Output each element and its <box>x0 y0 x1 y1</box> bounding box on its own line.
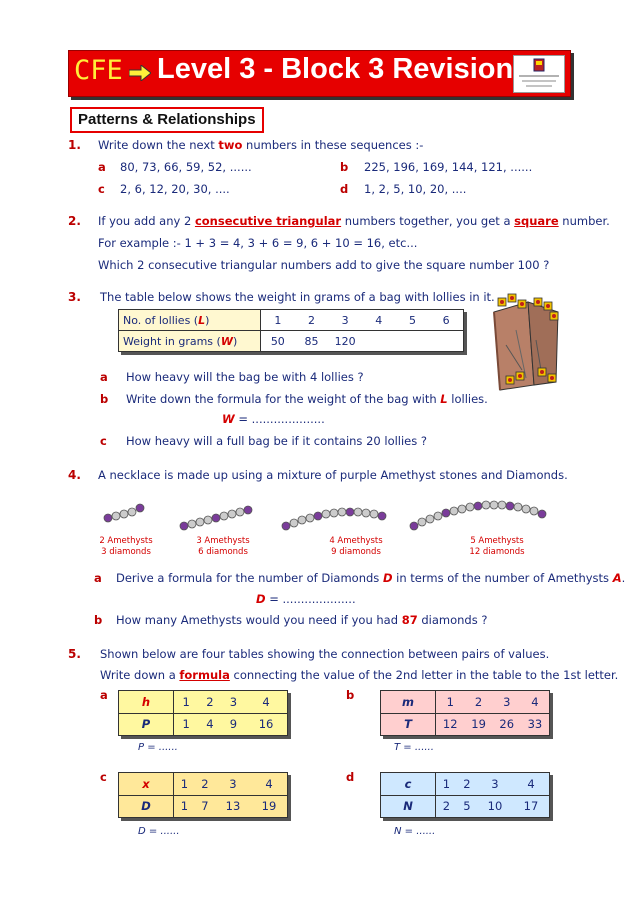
q4-part-a-letter: a <box>94 571 102 585</box>
q1-part-a-letter: a <box>98 160 106 174</box>
q3-part-a-letter: a <box>100 370 108 384</box>
table-cell: 1 <box>260 310 294 331</box>
table-cell <box>362 331 396 352</box>
table-cell: 3 <box>222 691 245 713</box>
table-cell: 4 <box>513 773 549 795</box>
topic-heading: Patterns & Relationships <box>70 107 264 133</box>
table-cell: 1 <box>180 799 189 814</box>
title-banner <box>68 50 571 97</box>
q5-table-d <box>380 772 550 818</box>
table-cell: 33 <box>527 717 543 732</box>
q5-answer-a: P = ...... <box>138 742 178 753</box>
q5-answer-d: N = ...... <box>394 826 436 837</box>
necklace-2-caption: 3 Amethysts 6 diamonds <box>196 536 250 557</box>
q3-part-c-text: How heavy will a full bag be if it contains 20 lollies ? <box>126 434 428 448</box>
q5-table-b <box>380 690 550 736</box>
school-logo <box>513 55 565 93</box>
table-row <box>381 713 549 735</box>
table-cell: 2 <box>198 691 221 713</box>
table-cell: 19 <box>471 717 486 732</box>
q5-table-b-letter: b <box>346 688 355 702</box>
necklace-1 <box>104 504 144 522</box>
q1-sequence-d: 1, 2, 5, 10, 20, .... <box>364 182 467 196</box>
question-2-ask: Which 2 consecutive triangular numbers add to give the square number 100 ? <box>98 258 550 272</box>
table-row <box>119 331 464 352</box>
table-cell: 6 <box>429 310 463 331</box>
q5-table-a-letter: a <box>100 688 108 702</box>
q5-answer-b: T = ...... <box>394 742 434 753</box>
table-cell: 1 <box>174 773 195 795</box>
lollies-row-label: No. of lollies (L) <box>119 310 261 331</box>
question-4-number: 4. <box>68 468 81 482</box>
q4-part-a-text: Derive a formula for the number of Diamonds D in terms of the number of Amethysts A. <box>116 571 626 585</box>
q3-formula-line: W = .................... <box>222 412 325 426</box>
q1-part-c-letter: c <box>98 182 105 196</box>
table-cell: P <box>119 713 174 735</box>
q3-part-b-letter: b <box>100 392 109 406</box>
weight-row-label: Weight in grams (W) <box>119 331 261 352</box>
lolly-bag-picture <box>486 290 572 392</box>
q1-part-d-letter: d <box>340 182 349 196</box>
question-1-number: 1. <box>68 138 81 152</box>
q1-sequence-b: 225, 196, 169, 144, 121, ...... <box>364 160 533 174</box>
table-cell: 1 <box>174 691 199 713</box>
necklace-2 <box>180 506 252 530</box>
lollies-table <box>118 309 464 352</box>
q3-part-c-letter: c <box>100 434 107 448</box>
table-cell: 4 <box>206 717 214 732</box>
q5-table-c-letter: c <box>100 770 107 784</box>
table-cell: T <box>381 713 436 735</box>
table-cell: 3 <box>215 773 251 795</box>
table-cell: 5 <box>396 310 430 331</box>
table-row <box>119 310 464 331</box>
table-cell: h <box>119 691 174 713</box>
page-title: Level 3 - Block 3 Revision <box>157 53 514 85</box>
table-cell: 3 <box>493 691 521 713</box>
table-cell <box>429 331 463 352</box>
q4-part-b-text: How many Amethysts would you need if you had 87 diamonds ? <box>116 613 488 627</box>
table-row <box>381 773 549 795</box>
q1-part-b-letter: b <box>340 160 349 174</box>
q5-table-c <box>118 772 288 818</box>
table-cell: 2 <box>195 773 215 795</box>
table-cell: 5 <box>463 799 471 814</box>
table-cell: 4 <box>251 773 287 795</box>
q3-part-b-text: Write down the formula for the weight of the bag with L lollies. <box>126 392 488 406</box>
necklace-diagrams <box>96 492 566 532</box>
table-row <box>119 691 287 713</box>
table-cell: N <box>381 795 436 817</box>
table-row <box>381 795 549 817</box>
table-cell <box>396 331 430 352</box>
q4-formula-line: D = .................... <box>256 592 356 606</box>
table-cell: 1 <box>436 691 465 713</box>
question-2-example: For example :- 1 + 3 = 4, 3 + 6 = 9, 6 + 10 = 16, etc... <box>98 236 418 250</box>
table-cell: 4 <box>245 691 287 713</box>
question-5-number: 5. <box>68 647 81 661</box>
q5-table-d-letter: d <box>346 770 355 784</box>
table-cell: 1 <box>436 773 457 795</box>
table-cell: 17 <box>523 799 539 814</box>
question-5-text: Shown below are four tables showing the connection between pairs of values. <box>100 647 550 661</box>
table-cell: m <box>381 691 436 713</box>
q1-sequence-c: 2, 6, 12, 20, 30, .... <box>120 182 230 196</box>
table-cell: 4 <box>521 691 549 713</box>
arrow-right-icon <box>129 65 151 81</box>
table-cell: 2 <box>457 773 477 795</box>
table-cell: 85 <box>295 331 329 352</box>
cfe-label: CFE <box>74 55 123 86</box>
q4-part-b-letter: b <box>94 613 103 627</box>
necklace-4-caption: 5 Amethysts 12 diamonds <box>469 536 525 557</box>
q1-sequence-a: 80, 73, 66, 59, 52, ...... <box>120 160 252 174</box>
q3-part-a-text: How heavy will the bag be with 4 lollies ? <box>126 370 364 384</box>
table-cell: 4 <box>362 310 396 331</box>
table-cell: x <box>119 773 174 795</box>
table-cell: 3 <box>477 773 513 795</box>
necklace-3-caption: 4 Amethysts 9 diamonds <box>329 536 383 557</box>
table-cell: 26 <box>499 717 515 732</box>
question-2-text: If you add any 2 consecutive triangular numbers together, you get a square number. <box>98 214 610 228</box>
table-row <box>381 691 549 713</box>
table-cell: 16 <box>258 717 274 732</box>
table-cell: 9 <box>229 717 238 732</box>
table-cell: c <box>381 773 436 795</box>
necklace-4 <box>410 501 546 530</box>
table-row <box>119 713 287 735</box>
question-3-text: The table below shows the weight in grams of a bag with lollies in it. <box>100 290 495 304</box>
question-3-number: 3. <box>68 290 81 304</box>
question-1-text: Write down the next two numbers in these sequences :- <box>98 138 424 152</box>
table-row <box>119 773 287 795</box>
table-cell: D <box>119 795 174 817</box>
table-cell: 2 <box>442 799 451 814</box>
q5-answer-c: D = ...... <box>138 826 180 837</box>
q5-table-a <box>118 690 288 736</box>
table-cell: 19 <box>261 799 277 814</box>
table-cell: 3 <box>328 310 362 331</box>
question-2-number: 2. <box>68 214 81 228</box>
necklace-1-caption: 2 Amethysts 3 diamonds <box>99 536 153 557</box>
table-cell: 12 <box>442 717 458 732</box>
table-cell: 13 <box>225 799 241 814</box>
question-5-instruction: Write down a formula connecting the value of the 2nd letter in the table to the 1st letter. <box>100 668 619 682</box>
table-cell: 10 <box>487 799 503 814</box>
table-cell: 1 <box>182 717 190 732</box>
question-4-text: A necklace is made up using a mixture of purple Amethyst stones and Diamonds. <box>98 468 568 482</box>
necklace-3 <box>282 508 386 530</box>
table-cell: 120 <box>328 331 362 352</box>
table-cell: 7 <box>201 799 209 814</box>
table-row <box>119 795 287 817</box>
table-cell: 50 <box>260 331 294 352</box>
table-cell: 2 <box>295 310 329 331</box>
table-cell: 2 <box>465 691 493 713</box>
